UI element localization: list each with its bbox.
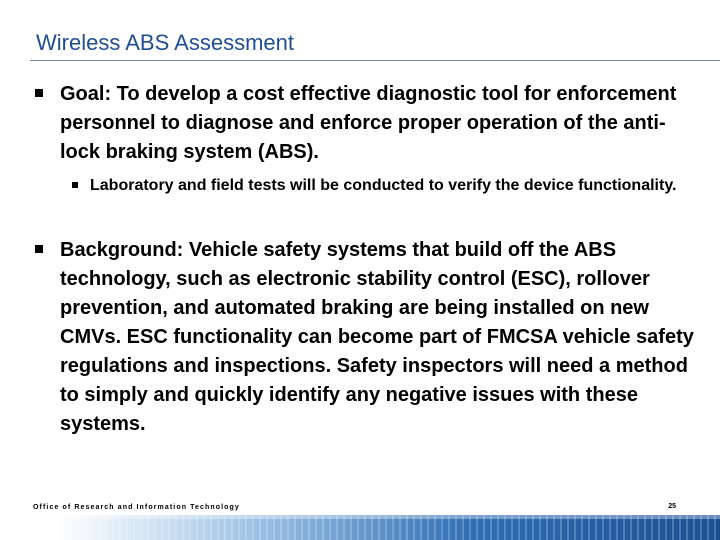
footer-bar: [0, 515, 720, 540]
bullet-goal-text: : To develop a cost effective diagnostic tool for enforcement personnel to diagnose and enforce proper operation of the anti-lock braking system (ABS).: [60, 83, 677, 163]
sub-bullet-marker-icon: [72, 182, 78, 188]
bullet-goal-label: Goal: [60, 83, 105, 105]
footer-office-name: Office of Research and Information Technology: [33, 504, 240, 511]
footer-bar-highlight: [0, 515, 720, 519]
page-number: 25: [668, 503, 676, 510]
bullet-marker-icon: [35, 245, 43, 253]
bullet-background: Background: Vehicle safety systems that build off the ABS technology, such as electronic stability control (ESC), rollover prevention, and automated braking are being installed on new CMVs. ESC functionality can become part of FMCSA vehicle safety regulations and inspections. Safety inspectors will need a method to simply and quickly identify any negative issues with these systems.: [60, 239, 694, 435]
slide-title: Wireless ABS Assessment: [36, 30, 294, 55]
sub-bullet-tests: Laboratory and field tests will be conducted to verify the device functionality.: [90, 177, 677, 194]
bullet-marker-icon: [35, 89, 43, 97]
title-divider: [30, 60, 720, 61]
bullet-goal: [60, 80, 700, 167]
